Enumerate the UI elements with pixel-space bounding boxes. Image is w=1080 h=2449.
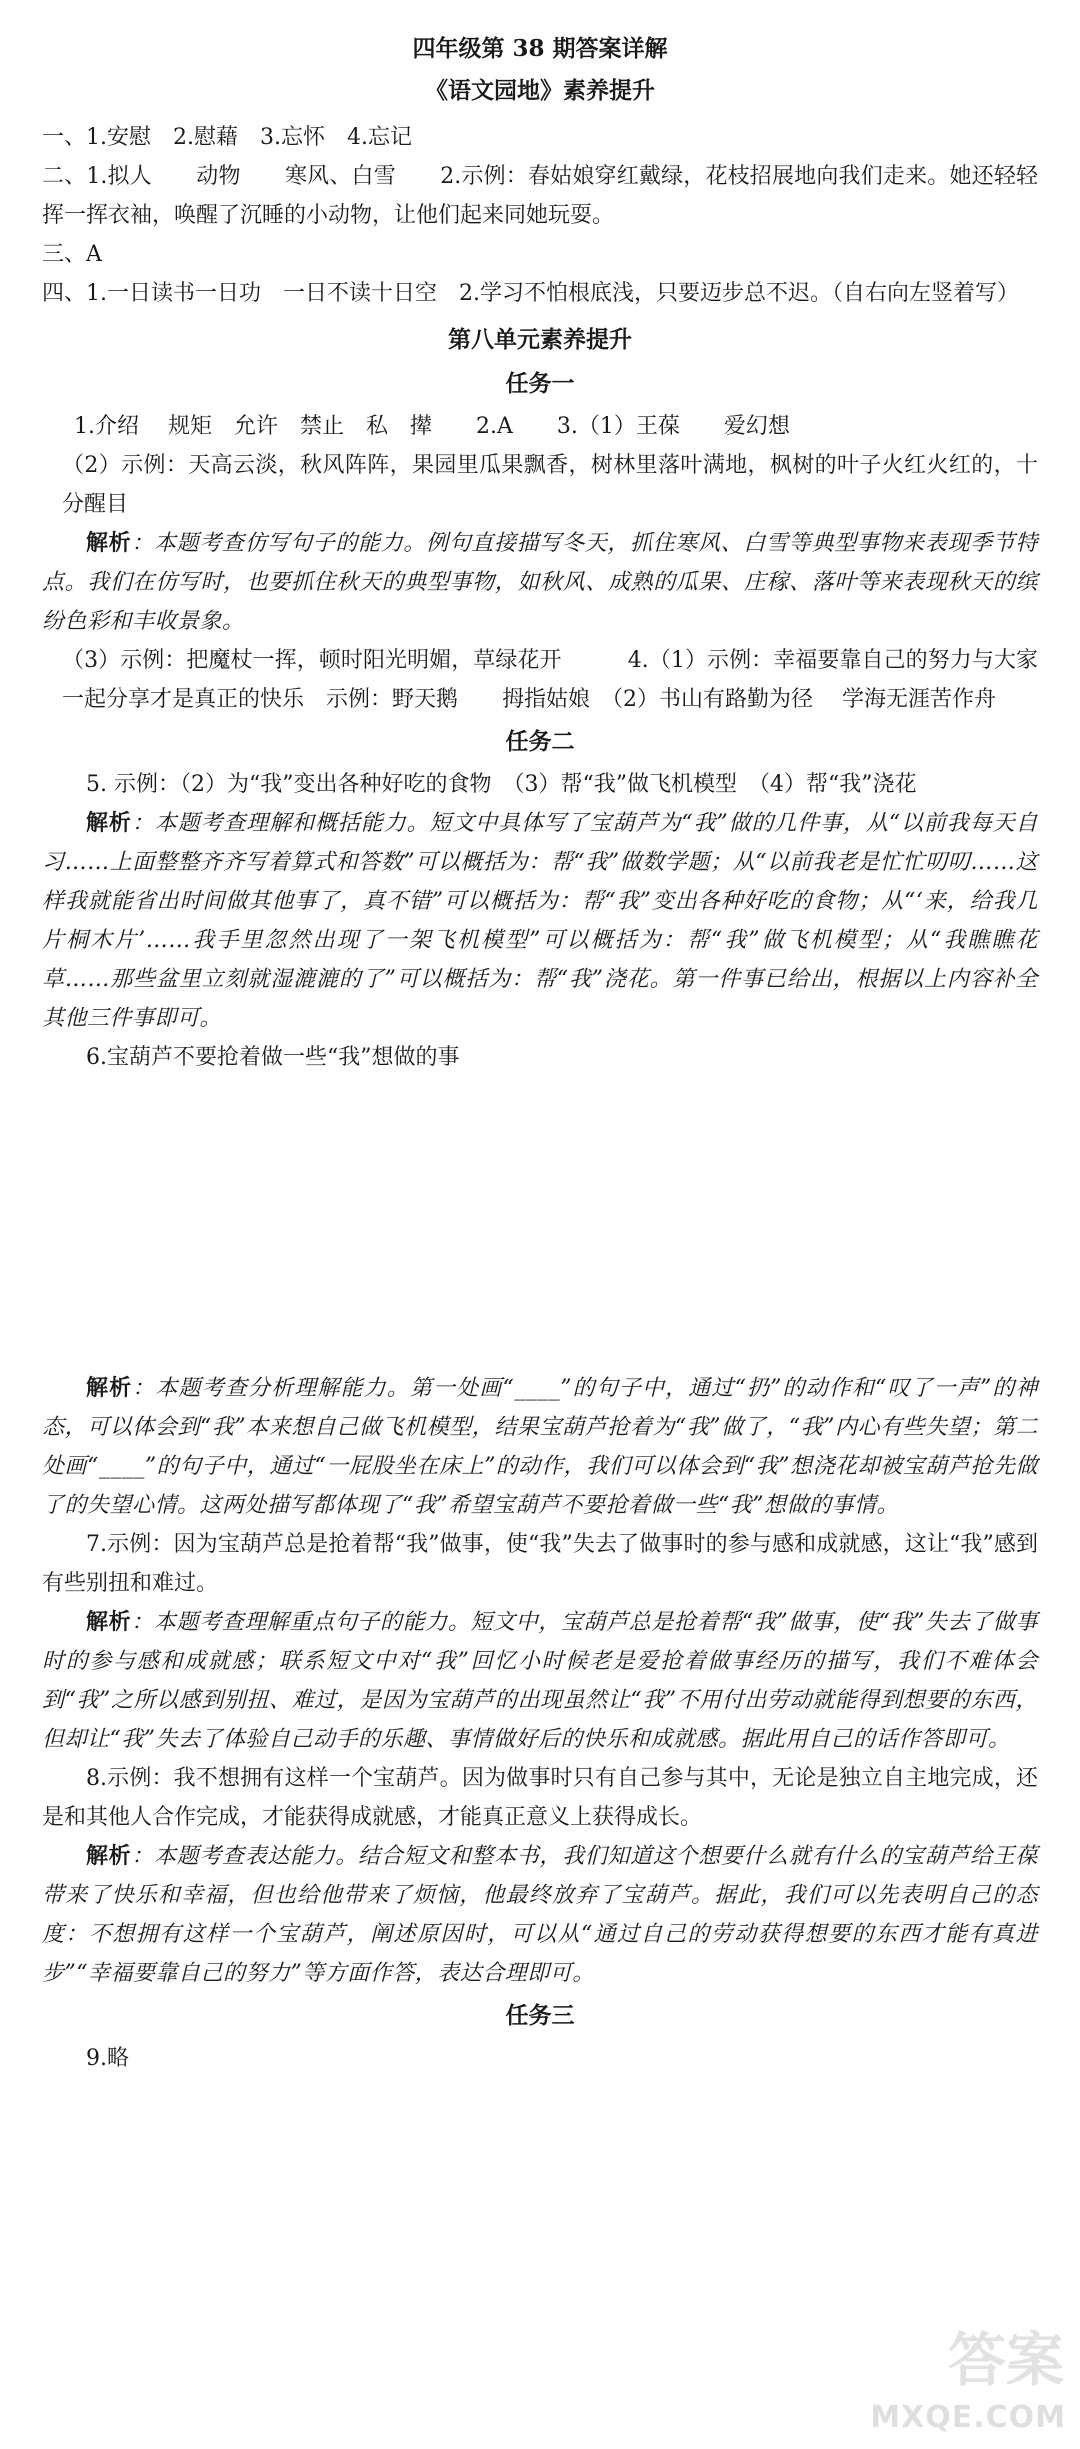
section-title-yuwen: 《语文园地》素养提升 xyxy=(425,77,655,104)
section-title-unit8: 第八单元素养提升 xyxy=(448,326,632,353)
answer-yuwen-2: 二、1.拟人 动物 寒风、白雪 2.示例：春姑娘穿红戴绿，花枝招展地向我们走来。她还轻轻挥一挥衣袖，唤醒了沉睡的小动物，让他们起来同她玩耍。 xyxy=(42,164,1038,228)
watermark-logo: 答案 xyxy=(947,2326,1064,2394)
answer-9: 9.略 xyxy=(86,2046,129,2071)
site-watermark xyxy=(870,2323,1074,2443)
analysis-text: ：本题考查理解重点句子的能力。短文中，宝葫芦总是抢着帮“我”做事，使“我”失去了做事时的参与感和成就感；联系短文中对“我”回忆小时候老是爱抢着做事经历的描写，我们不难体会到“我”之所以感到别扭、难过，是因为宝葫芦的出现虽然让“我”不用付出劳动就能得到想要的东西，但却让“我”失去了体验自己动手的乐趣、事情做好后的快乐和成就感。据此用自己的话作答即可。 xyxy=(42,1610,1038,1752)
watermark-text: MXQE.COM xyxy=(870,2400,1066,2435)
analysis-text: ：本题考查表达能力。结合短文和整本书，我们知道这个想要什么就有什么的宝葫芦给王葆带来了快乐和幸福，但也给他带来了烦恼，他最终放弃了宝葫芦。据此，我们可以先表明自己的态度：不想拥有这样一个宝葫芦，阐述原因时，可以从“通过自己的劳动获得想要的东西才能有真进步”“幸福要靠自己的努力”等方面作答，表达合理即可。 xyxy=(42,1844,1038,1986)
analysis-label: 解析 xyxy=(86,1375,133,1401)
analysis-7 xyxy=(42,1603,1038,1759)
answer-8: 8.示例：我不想拥有这样一个宝葫芦。因为做事时只有自己参与其中，无论是独立自主地完成，还是和其他人合作完成，才能获得成就感，才能真正意义上获得成长。 xyxy=(42,1766,1038,1830)
answer-yuwen-3: 三、A xyxy=(42,242,102,267)
answer-task1-line2: （2）示例：天高云淡，秋风阵阵，果园里瓜果飘香，树林里落叶满地，枫树的叶子火红火红的，十分醒目 xyxy=(62,453,1038,517)
analysis-label: 解析 xyxy=(86,530,132,556)
document-title: 四年级第 38 期答案详解 xyxy=(412,35,668,62)
task-title-2: 任务二 xyxy=(505,728,575,755)
analysis-text: ：本题考查仿写句子的能力。例句直接描写冬天，抓住寒风、白雪等典型事物来表现季节特点。我们在仿写时，也要抓住秋天的典型事物，如秋风、成熟的瓜果、庄稼、落叶等来表现秋天的缤纷色彩和丰收景象。 xyxy=(42,531,1038,634)
analysis-8 xyxy=(42,1837,1038,1993)
task-title-3: 任务三 xyxy=(505,2002,575,2029)
analysis-label: 解析 xyxy=(86,1609,132,1635)
analysis-label: 解析 xyxy=(86,810,132,836)
analysis-6 xyxy=(42,1369,1038,1525)
answer-yuwen-4: 四、1.一日读书一日功 一日不读十日空 2.学习不怕根底浅，只要迈步总不迟。（自右向左竖着写） xyxy=(42,281,1019,306)
task-title-1: 任务一 xyxy=(505,370,575,397)
answer-5: 5. 示例：（2）为“我”变出各种好吃的食物 （3）帮“我”做飞机模型 （4）帮“我”浇花 xyxy=(86,772,917,797)
blank-space xyxy=(42,1077,1038,1369)
answer-7: 7.示例：因为宝葫芦总是抢着帮“我”做事，使“我”失去了做事时的参与感和成就感，这让“我”感到有些别扭和难过。 xyxy=(42,1532,1038,1596)
answer-6: 6.宝葫芦不要抢着做一些“我”想做的事 xyxy=(86,1045,460,1070)
analysis-5 xyxy=(42,804,1038,1038)
answer-task1-line3: （3）示例：把魔杖一挥，顿时阳光明媚，草绿花开 4.（1）示例：幸福要靠自己的努力与大家一起分享才是真正的快乐 示例：野天鹅 拇指姑娘 （2）书山有路勤为径 学海无涯苦作舟 xyxy=(62,648,1038,712)
answer-task1-line1: 1.介绍 规矩 允许 禁止 私 撵 2.A 3.（1）王葆 爱幻想 xyxy=(74,414,790,439)
analysis-label: 解析 xyxy=(86,1843,132,1869)
analysis-text: ：本题考查分析理解能力。第一处画“____”的句子中，通过“扔”的动作和“叹了一声”的神态，可以体会到“我”本来想自己做飞机模型，结果宝葫芦抢着为“我”做了，“我”内心有些失望；第二处画“____”的句子中，通过“一屁股坐在床上”的动作，我们可以体会到“我”想浇花却被宝葫芦抢先做了的失望心情。这两处描写都体现了“我”希望宝葫芦不要抢着做一些“我”想做的事情。 xyxy=(42,1376,1038,1518)
analysis-text: ：本题考查理解和概括能力。短文中具体写了宝葫芦为“我”做的几件事，从“以前我每天自习……上面整整齐齐写着算式和答数”可以概括为：帮“我”做数学题；从“以前我老是忙忙叨叨……这样我就能省出时间做其他事了，真不错”可以概括为：帮“我”变出各种好吃的食物；从“‘来，给我几片桐木片’……我手里忽然出现了一架飞机模型”可以概括为：帮“我”做飞机模型；从“我瞧瞧花草……那些盆里立刻就湿漉漉的了”可以概括为：帮“我”浇花。第一件事已给出，根据以上内容补全其他三件事即可。 xyxy=(42,811,1038,1031)
answer-yuwen-1: 一、1.安慰 2.慰藉 3.忘怀 4.忘记 xyxy=(42,125,412,150)
analysis-task1 xyxy=(42,524,1038,641)
